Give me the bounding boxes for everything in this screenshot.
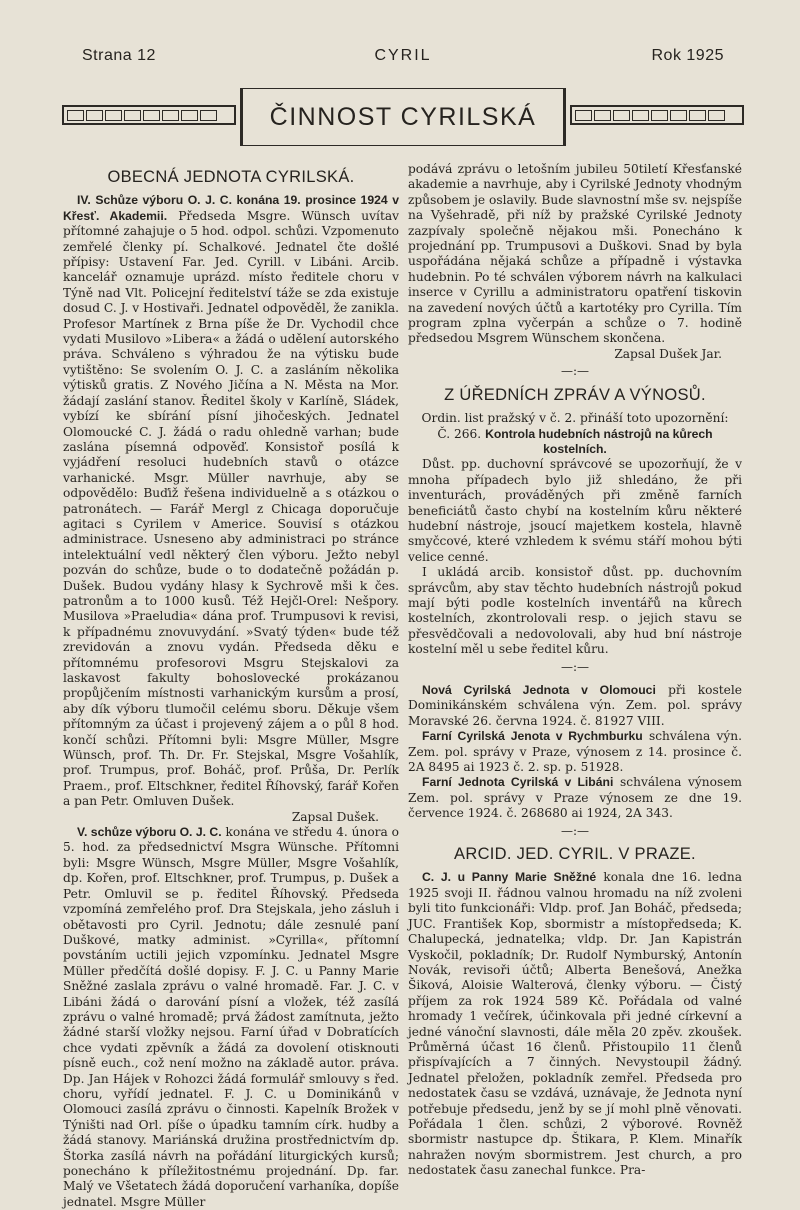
notice-body: schválena výn. Zem. pol. správy v Praze, výnosem z 14. prosince č. 2A 8495 ai 1923 č. 2. sp. p. 51928.: [408, 729, 742, 775]
paragraph-continued: podává zprávu o letošním jubileu 50tiletí Křesťanské akademie a navrhuje, aby i Cyrilské Jednoty vhodným způsobem je oslavily. Bude slavnostní mše sv. nejspíše na Vyšehradě, při níž by pražské Cyrilské Jednoty zazpívaly společně nějakou mši. Ponecháno k projednání pp. Trumpusovi a Duškovi. Snad by byla uspořádána nějaká schůze a případně i výstavka hudebnin. Po té schválen výborem návrh na kalkulaci inserce v Cyrillu a administratoru opatření tiskovin na zavedení nových účtů a kartotéky pro Cyrilla. Tím program zplna vyčerpán a schůze o 7. hodině předsedou Msgrem Wünschem skončena.: [408, 162, 742, 346]
left-column: [63, 162, 399, 1210]
ornament-right: [570, 105, 744, 125]
notice-rychmburk: [408, 729, 742, 775]
ordin-notice: Ordin. list pražský v č. 2. přináší toto upozornění:: [421, 411, 729, 426]
separator: —:—: [560, 823, 590, 838]
paragraph-body: Předseda Msgre. Wünsch uvítav přítomné zahajuje o 5 hod. odpol. schůzi. Vzpomenuto zemřelé členky pí. Schalkové. Jednatel čte došlé přípisy: Ustavení Far. Jed. Cyrill. v Libáni. Arcib. kancelář oznamuje uprázd. místo ředitele choru v Týně nad Vlt. Policejní ředitelství táže se zda existuje dosud C. J. v Hostivaři. Jednatel odpověděl, že zanikla. Profesor Martínek z Brna píše že Dr. Vychodil chce vydati Musilovo »Libera« a žádá o udělení autorského práva. Schváleno s výhradou že na výtisku bude vytištěno: Se svolením O. J. C. a zasláním několika výtisků gratis. Z Nového Jičína a N. Města na Mor. žádají zaslání stanov. Ředitel školy v Karlíně, Sládek, vybízí ke sbírání písní jihočeských. Jednatel Olomoucké C. J. žádá o radu ohledně varhan; bude zaslána písemná odpověď. Konsistoř posílá k vyjádření resoluci hudebních stavů o otázce varhanické. Msgr. Müller navrhuje, aby se odpovědělo: Buďiž řešena individuelně a s otázkou o patronátech. — Farář Mergl z Chicaga doporučuje agitaci s Cyrilem v Americe. Souvisí s otázkou administrace. Usneseno aby administraci po stránce intelektuální vedl některý člen výboru. Ježto nebyl pozván do schůze, bude o to dodatečně požádán p. Dušek. Budou vydány hlasy k Sychrově mši k čes. patronům a to 1000 kusů. Též Hejčl-Orel: Nešpory. Musilova »Praeludia« dána prof. Trumpusovi k revisi, k případnému znovuvydání. »Svatý týden« bude též zrevidován a znovu vydán. Předseda děku e přítomnému profesorovi Msgru Stejskalovi za laskavost fakulty bohoslovecké prokázanou propůjčením místnosti varhanickým kursům a prosí, aby dík výboru tlumočil celému sboru. Děkuje všem přítomným za účast i projevený zájem a o půl 8 hod. končí schůzi. Přítomni byli: Msgre Müller, Msgre Wünsch, prof. Th. Dr. Fr. Stejskal, Msgre Vošahlík, prof. Trumpus, prof. Boháč, prof. Průša, Dr. Perlík Praem., prof. Eltschkner, ředitel Říhovský, farář Kořen a pan Petr. Omluven Dušek.: [63, 208, 399, 809]
paragraph-lead: IV. Schůze výboru O. J. C. konána 19. prosince 1924 v Křesť. Akademii.: [63, 193, 399, 223]
paragraph-iv: [63, 193, 399, 809]
ornament-left: [62, 105, 236, 125]
notice-lead: Nová Cyrilská Jednota v Olomouci: [422, 683, 656, 697]
notice-libani: [408, 775, 742, 821]
notice-lead: Farní Cyrilská Jenota v Rychmburku: [422, 729, 643, 744]
notice-lead: Farní Jednota Cyrilská v Libáni: [422, 775, 614, 790]
notice-body: při kostele Dominikánském schválena výn. Zem. pol. správy Moravské 26. června 1924. č. 81927 VIII.: [408, 683, 742, 728]
c266-number: Č. 266.: [437, 426, 482, 441]
paragraph: Důst. pp. duchovní správcové se upozorňují, že v mnoha případech bylo již shledáno, že při inventurách, prováděných při změně farních beneficiátů často chybí na kostelním kůru některé hudební nástroje, jsoucí majetkem kostela, hlavně smyčcové, které vzhledem k svému stáří mohou býti velice cenné.: [408, 457, 742, 564]
right-column: [408, 162, 742, 1179]
paragraph-v: [63, 825, 399, 1210]
section-banner: [62, 88, 742, 148]
signature: Zapsal Dušek.: [291, 809, 379, 824]
section-title-obecna: OBECNÁ JEDNOTA CYRILSKÁ.: [107, 168, 355, 186]
notice-body: schválena výnosem Zem. pol. správy v Praze výnosem ze dne 19. července 1924. č. 268680 ai 1924, 2A 343.: [408, 775, 742, 821]
c266-title: Kontrola hudebních nástrojů na kůrech kostelních.: [485, 426, 713, 456]
paragraph-body: konala dne 16. ledna 1925 svoji II. řádnou valnou hromadu na níž zvoleni byli tito funkcionáři: Vldp. prof. Jan Boháč, předseda; JUC. František Kop, sbormistr a místopředseda; K. Chalupecká, jednatelka; vldp. Dr. Jan Kapistrán Vyskočil, pokladník; Dr. Rudolf Nymburský, Antonín Novák, revisoři účtů; Alberta Benešová, Anežka Šiková, Aloisie Walterová, členky výboru. — Čistý příjem za rok 1924 589 Kč. Pořádala od valné hromady 1 večírek, účinkovala při jedné církevní a jedné vánoční slavnosti, dále měla 20 zpěv. zkoušek. Průměrná účast 16 členů. Přistoupilo 11 členů přispívajících a 7 činných. Nevystoupil žádný. Jednatel přeložen, pokladník zemřel. Předseda pro nedostatek času se vzdává, uznávaje, že Jednota nyní potřebuje předsedu, jenž by se jí mohl plně věnovati. Pořádala 1 člen. schůzi, 2 výborové. Rovněž sbormistr nastupce dp. Štikara, P. Klem. Minařík nahražen novým sbormistrem. Jest church, a pro nedostatek času zanechal funkce. Pra-: [408, 870, 743, 1178]
paragraph: I ukládá arcib. konsistoř důst. pp. duchovním správcům, aby stav těchto hudebních nástrojů pokud mají býti podle kostelních inventářů na kůrech kostelních, zkontrolovali resp. o jejich stavu se přesvědčovali a nedovolovali, aby hud bní nástroje kostelní měl u sebe ředitel kůru.: [408, 565, 742, 657]
separator: —:—: [560, 364, 590, 379]
section-title-zprav: Z ÚŘEDNÍCH ZPRÁV A VÝNOSŮ.: [444, 385, 706, 404]
notice-olomouc: [408, 683, 742, 729]
paragraph-lead: C. J. u Panny Marie Sněžné: [422, 870, 597, 885]
c266-heading: [408, 427, 742, 458]
journal-title: CYRIL: [374, 47, 432, 64]
banner-title: ČINNOST CYRILSKÁ: [269, 102, 537, 131]
paragraph-body: konána ve středu 4. února o 5. hod. za předsednictví Msgra Wünsche. Přítomni byli: Msgre Wünsch, Msgre Müller, Msgre Vošahlík, dp. Kořen, prof. Eltschkner, prof. Trumpus, p. Dušek a Petr. Omluvil se p. ředitel Říhovský. Předseda vzpomíná zemřelého prof. Dra Stejskala, jeho zásluh i obětavosti pro Cyril. Jednotu; dále zesnulé paní Duškové, matky administ. »Cyrilla«, přítomní povstáním uctili jejich vzpomínku. Jednatel Msgre Müller předčítá došlé dopisy. F. J. C. u Panny Marie Sněžné zaslala zprávu o valné hromadě. Far. J. C. v Libáni žádá o darování písní a vložek, též zasílá zprávu o valné hromadě; prvá žádost zamítnuta, ježto žádné starší vložky nejsou. Farní úřad v Dobratících chce vydati zpěvník a žádá za dovolení otisknouti písně euch., což není možno na základě autor. práva. Dp. Jan Hájek v Rohozci žádá formulář smlouvy s řed. choru, vyřídí jednatel. F. J. C. u Dominikánů v Olomouci zasílá zprávu o činnosti. Kapelník Brožek v Týništi nad Orl. píše o úpadku tamním círk. hudby a žádá stanovy. Mariánská družina prostřednictvím dp. Štorka zasílá návrh na pořádání liturgických kursů; ponecháno k příležitostnému projednání. Dp. far. Malý ve Všetatech žádá doporučení varhaníka, dopíše jednatel. Msgre Müller: [63, 825, 400, 1209]
running-header: [82, 47, 724, 69]
paragraph-snezne: [408, 870, 742, 1178]
section-title-arcid: ARCID. JED. CYRIL. V PRAZE.: [454, 845, 696, 864]
signature: Zapsal Dušek Jar.: [614, 346, 722, 361]
paragraph-lead: V. schůze výboru O. J. C.: [77, 825, 222, 840]
page-number: Strana 12: [82, 47, 156, 64]
separator: —:—: [560, 659, 590, 674]
year: Rok 1925: [651, 47, 724, 64]
